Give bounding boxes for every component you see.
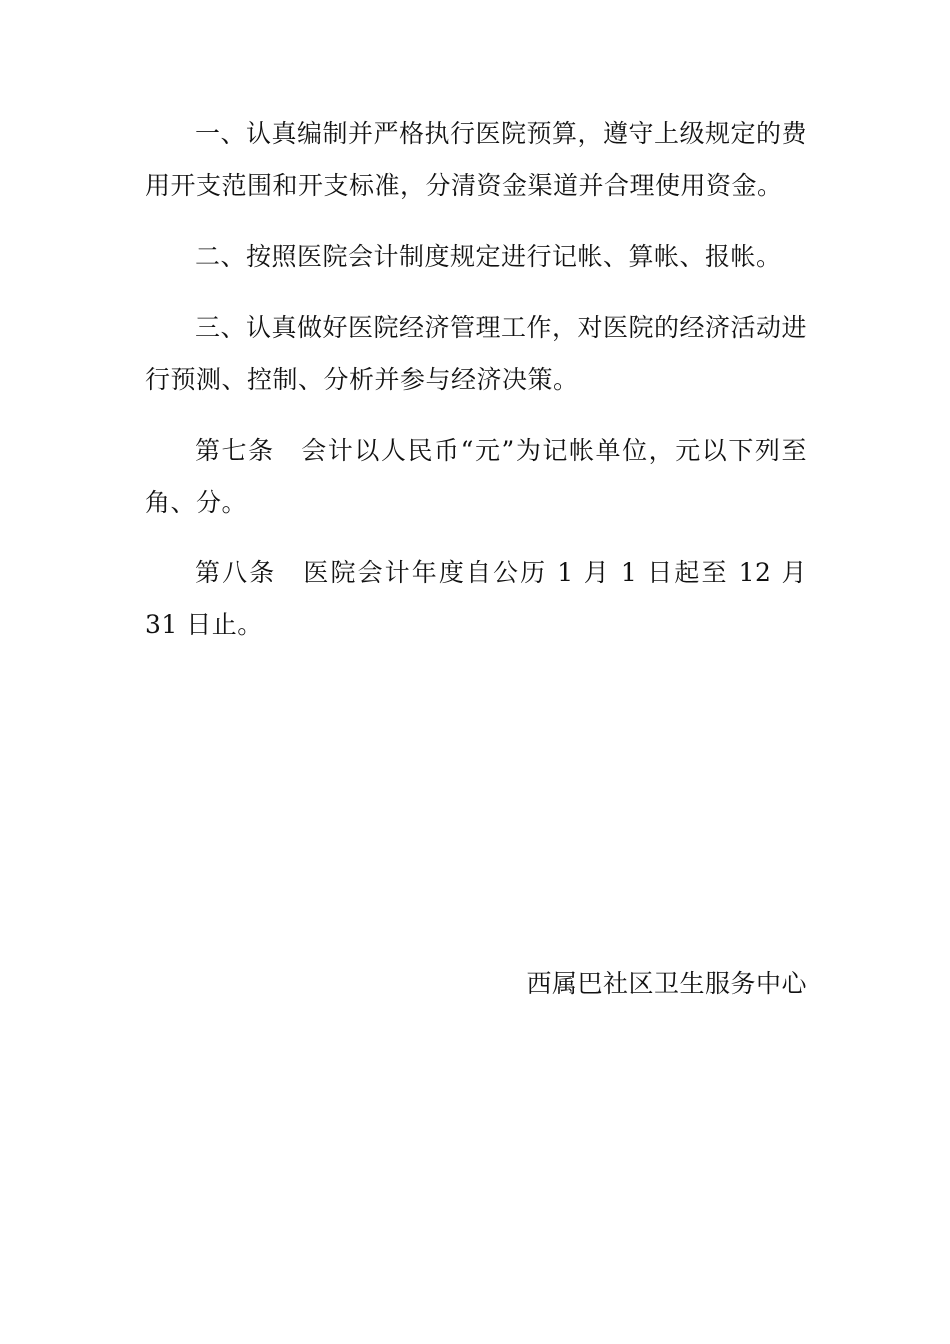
signature-organization: 西属巴社区卫生服务中心 xyxy=(526,969,807,998)
paragraph-bookkeeping: 二、按照医院会计制度规定进行记帐、算帐、报帐。 xyxy=(195,242,782,271)
article-7: 第七条 会计以人民币“元”为记帐单位，元以下列至角、分。 xyxy=(145,436,807,517)
paragraph-economic-management: 三、认真做好医院经济管理工作，对医院的经济活动进行预测、控制、分析并参与经济决策。 xyxy=(145,313,808,394)
paragraph-budget: 一、认真编制并严格执行医院预算，遵守上级规定的费用开支范围和开支标准，分清资金渠道并合理使用资金。 xyxy=(145,119,808,200)
article-8: 第八条 医院会计年度自公历 1 月 1 日起至 12 月 31 日止。 xyxy=(145,558,807,639)
